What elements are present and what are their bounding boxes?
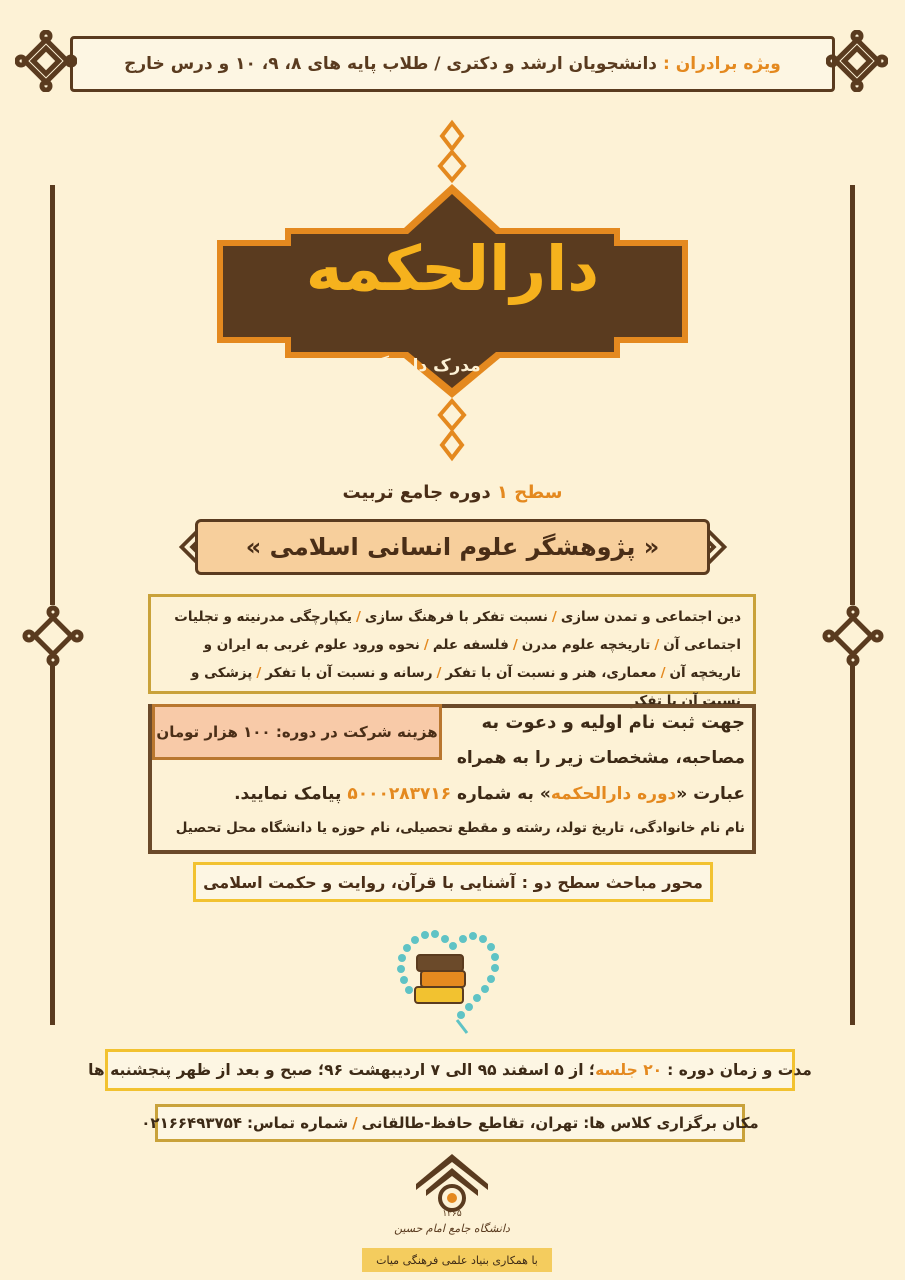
topic-item: تاریخچه علوم مدرن: [521, 637, 651, 653]
course-level-prefix: سطح ۱: [497, 482, 563, 503]
knot-ornament-icon: [822, 605, 884, 667]
registration-end: پیامک نمایید.: [234, 784, 342, 804]
level-two-prefix: محور مباحث سطح دو :: [521, 872, 703, 892]
program-name: « پژوهشگر علوم انسانی اسلامی »: [245, 533, 660, 561]
topic-item: معماری، هنر و نسبت آن با تفکر: [445, 665, 657, 681]
left-border-line: [50, 665, 55, 1025]
schedule-sessions: ۲۰ جلسه: [595, 1061, 663, 1079]
phone-number: ۰۲۱۶۶۴۹۳۷۵۴: [141, 1114, 242, 1132]
audience-text: دانشجویان ارشد و دکتری / طلاب پایه های ۸، ۹، ۱۰ و درس خارج: [124, 54, 658, 74]
fee-text: هزینه شرکت در دوره: ۱۰۰ هزار تومان: [156, 723, 438, 741]
topics-box: دین اجتماعی و تمدن سازی/نسبت تفکر با فرهنگ سازی/یکپارچگی مدرنیته و تجلیات اجتماعی آن/تاریخچه علوم مدرن/فلسفه علم/نحوه ورود علوم غربی به ایران و تاریخچه آن/معماری، هنر و نسبت آن با تفکر/رسانه و نسبت آن با تفکر/پزشکی و نسبت آن با تفکر: [148, 594, 756, 694]
page-subtitle: با اعطای مدرک دانشگاهی: [343, 356, 562, 376]
logo-year: ۱۳۶۵: [442, 1209, 462, 1219]
level-two-text: آشنایی با قرآن، روایت و حکمت اسلامی: [203, 872, 516, 892]
knot-ornament-icon: [22, 605, 84, 667]
schedule-prefix: مدت و زمان دوره :: [667, 1061, 812, 1079]
sms-number: ۵۰۰۰۲۸۳۷۱۶: [347, 784, 452, 804]
schedule-box: [88, 1049, 812, 1091]
registration-mid: » به شماره: [457, 784, 551, 804]
location-box: مکان برگزاری کلاس ها: تهران، تقاطع حافظ-طالقانی / شماره تماس: ۰۲۱۶۶۴۹۳۷۵۴: [155, 1104, 745, 1142]
credit-bar: [362, 1248, 552, 1272]
topic-item: پزشکی و نسبت آن با تفکر: [190, 665, 741, 709]
page-title: دارالحکمه: [305, 232, 600, 305]
books-rosary-icon: [385, 925, 515, 1040]
knot-ornament-icon: [826, 30, 888, 92]
program-name-box: [195, 519, 710, 575]
audience-banner: [70, 36, 835, 92]
course-level-text: دوره جامع تربیت: [342, 482, 491, 503]
level-two-box: [193, 862, 713, 902]
credit-text: با همکاری بنیاد علمی فرهنگی میات: [376, 1253, 538, 1267]
topic-item: نسبت تفکر با فرهنگ سازی: [364, 609, 548, 625]
knot-ornament-icon: [15, 30, 77, 92]
topic-item: رسانه و نسبت آن با تفکر: [265, 665, 433, 681]
registration-line: [170, 784, 745, 804]
location-address: تهران، تقاطع حافظ-طالقانی: [361, 1114, 579, 1132]
schedule-text: ؛ از ۵ اسفند ۹۵ الی ۷ اردیبهشت ۹۶؛ صبح و بعد از ظهر پنجشنبه ها: [88, 1061, 596, 1079]
phone-label: شماره تماس:: [246, 1114, 349, 1132]
registration-keyword: دوره دارالحکمه: [550, 784, 677, 804]
registration-line: مصاحبه، مشخصات زیر را به همراه: [456, 748, 745, 768]
audience-prefix: ویژه برادران :: [663, 54, 781, 74]
topic-item: فلسفه علم: [432, 637, 509, 653]
right-border-line: [850, 665, 855, 1025]
topic-item: یکپارچگی مدرنیته و تجلیات اجتماعی آن: [174, 609, 741, 653]
logo-name: دانشگاه جامع امام حسین: [394, 1222, 510, 1235]
registration-details: نام نام خانوادگی، تاریخ تولد، رشته و مقطع تحصیلی، نام حوزه یا دانشگاه محل تحصیل: [175, 820, 745, 836]
topic-item: نحوه ورود علوم غربی به ایران و تاریخچه آن: [203, 637, 741, 681]
course-level: [0, 482, 905, 503]
location-label: مکان برگزاری کلاس ها:: [583, 1114, 759, 1132]
fee-box: [152, 704, 442, 760]
topic-item: دین اجتماعی و تمدن سازی: [560, 609, 741, 625]
registration-quote-open: عبارت «: [676, 784, 745, 804]
registration-line: جهت ثبت نام اولیه و دعوت به: [481, 712, 745, 733]
